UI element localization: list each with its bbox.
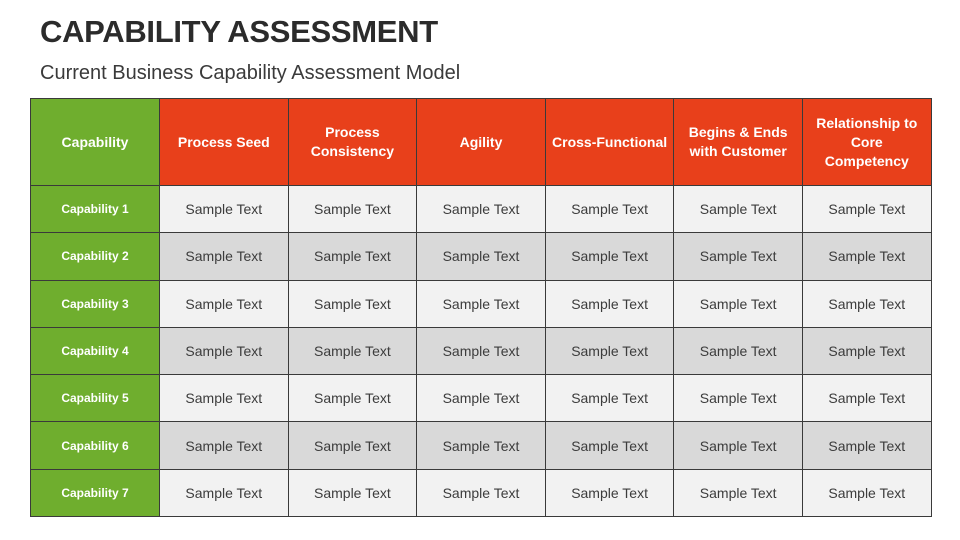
header-cell-process-seed: Process Seed — [160, 99, 289, 186]
row-label-cell: Capability 5 — [31, 375, 160, 422]
row-label-cell: Capability 7 — [31, 469, 160, 516]
table-cell: Sample Text — [802, 375, 931, 422]
table-row — [31, 469, 932, 516]
capability-assessment-table — [30, 98, 932, 517]
table-cell: Sample Text — [417, 233, 546, 280]
table-cell: Sample Text — [288, 422, 417, 469]
table-row — [31, 233, 932, 280]
table-cell: Sample Text — [545, 327, 674, 374]
header-cell-capability: Capability — [31, 99, 160, 186]
table-cell: Sample Text — [417, 186, 546, 233]
table-cell: Sample Text — [288, 375, 417, 422]
table-cell: Sample Text — [802, 422, 931, 469]
table-cell: Sample Text — [160, 375, 289, 422]
header-cell-process-consistency: Process Consistency — [288, 99, 417, 186]
table-cell: Sample Text — [674, 186, 803, 233]
table-cell: Sample Text — [288, 233, 417, 280]
table-cell: Sample Text — [288, 327, 417, 374]
row-label-cell: Capability 6 — [31, 422, 160, 469]
header-cell-begins-ends-with-customer: Begins & Ends with Customer — [674, 99, 803, 186]
table-row — [31, 280, 932, 327]
table-cell: Sample Text — [288, 469, 417, 516]
table-cell: Sample Text — [545, 280, 674, 327]
table-cell: Sample Text — [674, 233, 803, 280]
table-cell: Sample Text — [674, 422, 803, 469]
table-cell: Sample Text — [160, 327, 289, 374]
header-cell-relationship-to-core-competency: Relationship to Core Competency — [802, 99, 931, 186]
header-row — [31, 99, 932, 186]
row-label-cell: Capability 2 — [31, 233, 160, 280]
table-cell: Sample Text — [160, 469, 289, 516]
table-row — [31, 422, 932, 469]
table-cell: Sample Text — [674, 375, 803, 422]
table-row — [31, 327, 932, 374]
table-cell: Sample Text — [288, 280, 417, 327]
table-cell: Sample Text — [674, 469, 803, 516]
table-cell: Sample Text — [674, 280, 803, 327]
table-cell: Sample Text — [545, 469, 674, 516]
table-cell: Sample Text — [417, 327, 546, 374]
table-cell: Sample Text — [545, 186, 674, 233]
table-cell: Sample Text — [545, 233, 674, 280]
page-subtitle: Current Business Capability Assessment Model — [40, 62, 461, 84]
table-cell: Sample Text — [160, 280, 289, 327]
header-cell-agility: Agility — [417, 99, 546, 186]
row-label-cell: Capability 3 — [31, 280, 160, 327]
table-cell: Sample Text — [802, 327, 931, 374]
table-cell: Sample Text — [802, 233, 931, 280]
table-cell: Sample Text — [160, 233, 289, 280]
table-cell: Sample Text — [417, 280, 546, 327]
table-cell: Sample Text — [160, 186, 289, 233]
row-label-cell: Capability 4 — [31, 327, 160, 374]
table-row — [31, 186, 932, 233]
table-cell: Sample Text — [545, 422, 674, 469]
header-cell-cross-functional: Cross-Functional — [545, 99, 674, 186]
table-cell: Sample Text — [674, 327, 803, 374]
table-cell: Sample Text — [802, 186, 931, 233]
table-cell: Sample Text — [802, 280, 931, 327]
table-body — [31, 186, 932, 517]
table-header — [31, 99, 932, 186]
table-row — [31, 375, 932, 422]
table-cell: Sample Text — [545, 375, 674, 422]
table-cell: Sample Text — [417, 422, 546, 469]
table-cell: Sample Text — [802, 469, 931, 516]
table-cell: Sample Text — [417, 469, 546, 516]
table-cell: Sample Text — [160, 422, 289, 469]
row-label-cell: Capability 1 — [31, 186, 160, 233]
table-cell: Sample Text — [417, 375, 546, 422]
page-title: CAPABILITY ASSESSMENT — [40, 14, 438, 49]
table-cell: Sample Text — [288, 186, 417, 233]
